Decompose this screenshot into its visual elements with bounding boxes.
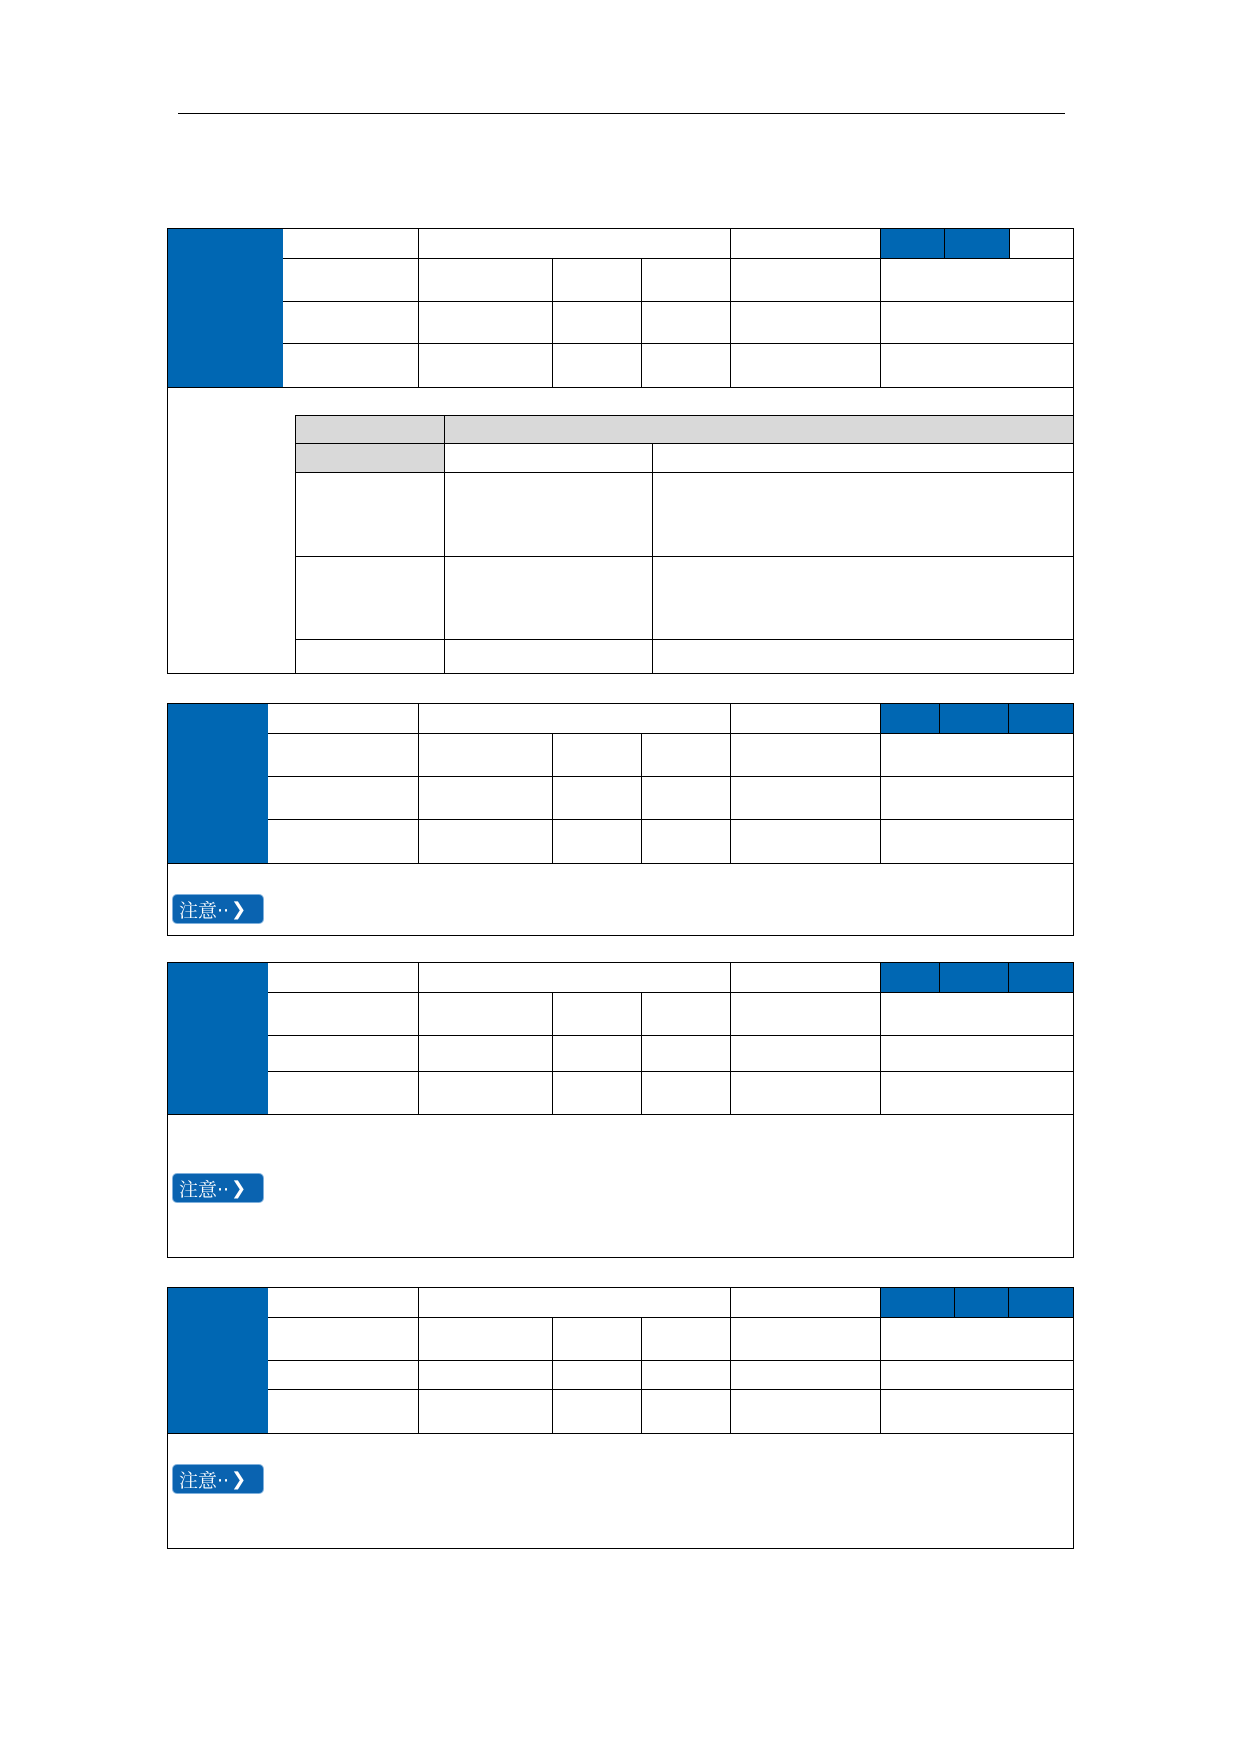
setting-cell-2	[954, 1288, 1008, 1317]
parameter-block-2	[167, 703, 1074, 936]
chevron-right-icon: ❯	[231, 898, 247, 920]
caution-badge-icon	[172, 1173, 264, 1203]
setting-cell-1	[880, 1288, 954, 1317]
parameter-side-bar	[168, 1288, 268, 1433]
setting-cell-1	[880, 229, 944, 258]
chevron-right-icon: ❯	[231, 1177, 247, 1199]
setting-cell-3	[1008, 1288, 1073, 1317]
setting-cell-1	[880, 963, 939, 992]
caution-badge-icon	[172, 894, 264, 924]
setting-cell-3	[1008, 963, 1073, 992]
parameter-side-bar	[168, 963, 268, 1114]
page-header-rule	[178, 113, 1065, 114]
chevron-right-icon: ❯	[231, 1468, 247, 1490]
parameter-block-3	[167, 962, 1074, 1258]
inner-table-header	[296, 416, 1073, 444]
setting-cell-2	[944, 229, 1009, 258]
caution-label: 注意··	[179, 1469, 230, 1492]
caution-badge-icon	[172, 1464, 264, 1494]
caution-label: 注意··	[179, 899, 230, 922]
inner-table-subheader	[296, 444, 444, 472]
parameter-block-4	[167, 1287, 1074, 1549]
parameter-block-1	[167, 228, 1074, 674]
parameter-side-bar	[168, 229, 283, 387]
setting-cell-2	[939, 704, 1008, 733]
setting-cell-1	[880, 704, 939, 733]
setting-cell-2	[939, 963, 1008, 992]
caution-label: 注意··	[179, 1178, 230, 1201]
parameter-side-bar	[168, 704, 268, 863]
setting-cell-3	[1008, 704, 1073, 733]
